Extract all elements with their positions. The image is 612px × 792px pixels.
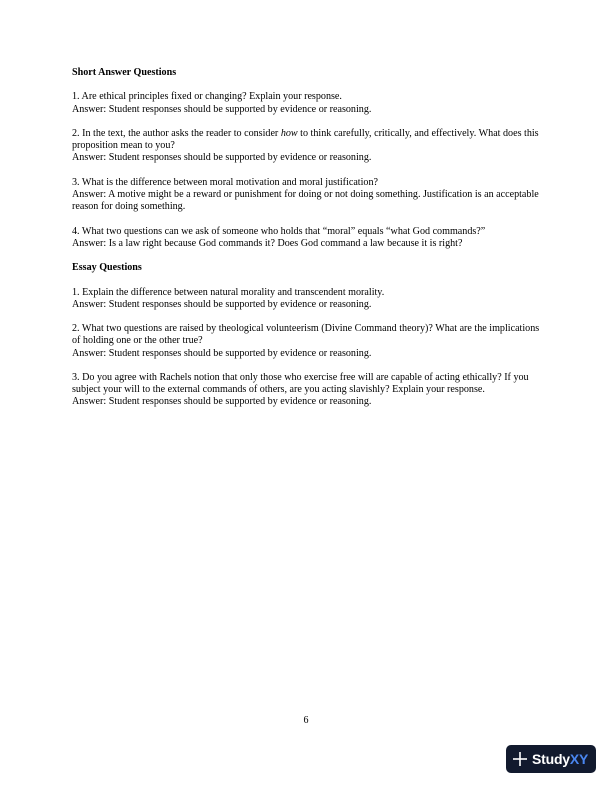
studyxy-badge[interactable] [506,745,596,773]
question-text: 4. What two questions can we ask of someone who holds that “moral” equals “what God commands?” [72,225,486,237]
answer-text: Answer: Student responses should be supported by evidence or reasoning. [72,298,372,310]
essay-item-3 [72,372,542,409]
question-text: 2. What two questions are raised by theological volunteerism (Divine Command theory)? What are the implications of holding one or the other true? [72,323,540,347]
short-answer-item-4 [72,226,542,250]
answer-text: Answer: A motive might be a reward or punishment for doing or not doing something. Justification is an acceptable reason for doing something. [72,188,539,213]
short-answer-item-3 [72,177,542,214]
short-answer-heading: Short Answer Questions [72,67,177,78]
question-text: 1. Are ethical principles fixed or changing? Explain your response. [72,91,342,103]
question-text [72,128,542,152]
essay-item-1 [72,287,542,311]
brand-xy: XY [569,751,589,767]
essay-heading: Essay Questions [72,262,142,274]
short-answer-item-2 [72,128,542,165]
answer-text: Answer: Student responses should be supported by evidence or reasoning. [72,347,372,359]
essay-item-2 [72,323,542,360]
brand-study: Study [532,751,570,767]
short-answer-item-1 [72,91,542,115]
answer-text: Answer: Student responses should be supported by evidence or reasoning. [72,152,372,164]
studyxy-logo-text [532,751,588,767]
question-text: 1. Explain the difference between natural morality and transcendent morality. [72,286,385,298]
document-body [72,67,542,421]
answer-text: Answer: Student responses should be supported by evidence or reasoning. [72,396,372,408]
question-text-part: 2. In the text, the author asks the reader to consider [72,127,281,139]
page-number: 6 [303,715,309,726]
question-emphasis: how [280,127,298,139]
answer-text: Answer: Is a law right because God commands it? Does God command a law because it is right? [72,237,463,249]
answer-text: Answer: Student responses should be supported by evidence or reasoning. [72,103,372,115]
question-text-part: to think carefully, critically, and effectively. What does this proposition mean to you? [72,127,539,152]
question-text: 3. Do you agree with Rachels notion that only those who exercise free will are capable of acting ethically? If you subject your will to the external commands of others, are you acting slavishly? Explain your response. [72,371,529,396]
plus-icon [513,752,527,766]
question-text: 3. What is the difference between moral motivation and moral justification? [72,176,378,188]
